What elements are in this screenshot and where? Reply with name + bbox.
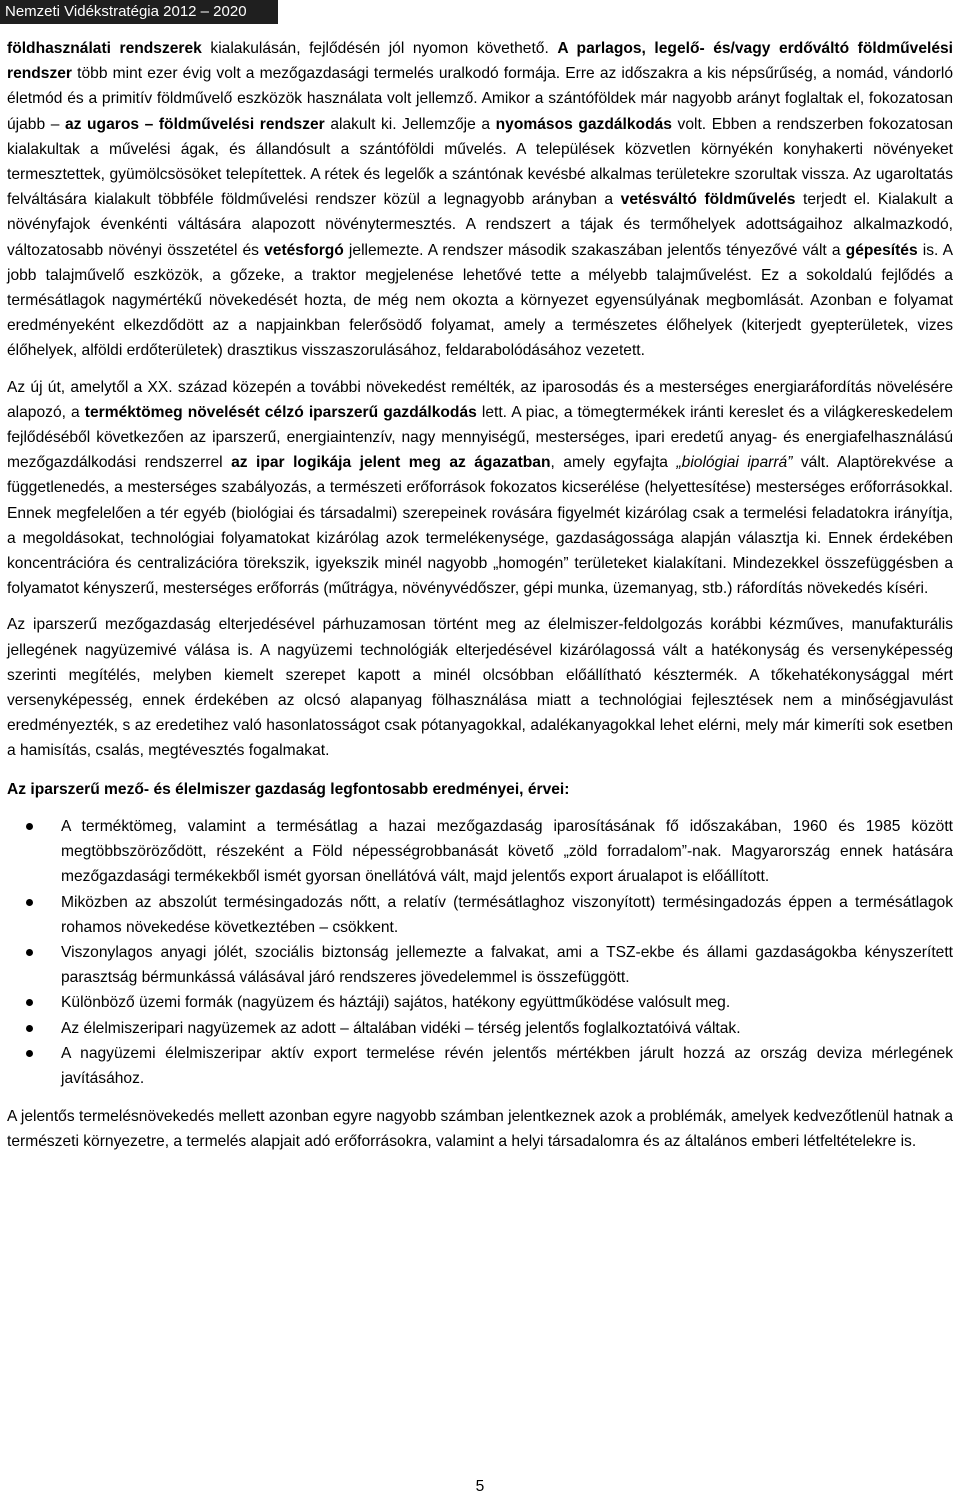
bullet-icon xyxy=(26,999,33,1006)
document-header xyxy=(0,0,278,24)
text-run: lett. A piac, a tömegtermékek iránti kereslet és a világkereskedelem fejlődéséből következően az iparszerű, energiaintenzív, nagy mennyiségű, mesterséges, ipari eredetű anyag- és energiafelhasználású mezőgazdálkodási rendszerrel xyxy=(7,403,954,472)
list-item xyxy=(7,1016,953,1041)
list-item xyxy=(7,814,953,890)
page-content xyxy=(7,36,953,1155)
bold-phrase: földhasználati rendszerek xyxy=(7,40,202,57)
list-item xyxy=(7,1041,953,1091)
bold-phrase: az ugaros – földművelési rendszer xyxy=(64,115,325,133)
bold-phrase: gépesítés xyxy=(845,241,918,259)
text-run: volt. Ebben a rendszerben fokozatosan kialakultak a művelési ágak, és állandósult a szántóföldi művelés. A települések közvetlen környékén konyhakerti növényeket termesztettek, gyümölcsösöket telepítettek. A rétek és legelők a szántónak kevésbé alkalmas területekre szorultak vissza. Az ugaroltatás felváltására kialakult többféle földművelési rendszer közül a legnagyobb arányban a xyxy=(7,115,953,209)
header-title: Nemzeti Vidékstratégia 2012 – 2020 xyxy=(5,3,247,20)
text-run: jellemezte. A rendszer második szakaszában jelentős tényezővé vált a xyxy=(343,241,846,259)
text-run: Az iparszerű mezőgazdaság elterjedésével párhuzamosan történt meg az élelmiszer-feldolgozás korábbi kézműves, manufakturális jellegének nagyüzemivé válása is. A nagyüzemi technológiák elterjedésével kizárólagossá vált a hatékonyság és versenyképesség szerinti megítélés, melyben kiemelt szerepet kapott a minél olcsóbban előállítható késztermék. A tőkehatékonysággal mért versenyképesség, ennek érdekében az olcsó alapanyag fölhasználása miatt a technológiai fejlesztések nem a minőségjavulást eredményezték, s az eredetihez való hasonlatosságot csak pótanyagokkal, adalékanyagokkal lehet elérni, mely már kimeríti sok esetben a hamisítás, csalás, megtévesztés fogalmakat. xyxy=(7,616,953,760)
text-run: vált. Alaptörekvése a függetlenedés, a mesterséges szabályozás, a természeti erőforrások fokozatos kicserélése (helyettesítése) mesterséges erőforrásokkal. Ennek megfelelően a tér egyéb (biológiai és társadalmi) szerepeinek rovására figyelmét kizárólag csak a termelési feladatokra irányítja, a megoldásokat, technológiai folyamatokat kizárólag azok termelékenysége, gazdaságossága alapján választja ki. Ennek érdekében koncentrációra és centralizációra törekszik, igyekszik minél nagyobb „homogén” területeket kialakítani. Mindezekkel összefüggésben a folyamatot kényszerű, mesterséges erőforrás (műtrágya, növényvédőszer, gépi munka, üzemanyag, stb.) ráfordítás növekedés kíséri. xyxy=(7,454,953,598)
text-run: több mint ezer évig volt a mezőgazdasági termelés uralkodó formája. Erre az időszakra a kis népsűrűség, a nomád, vándorló életmód és a primitív földművelő eszközök használata volt jellemző. Amikor a szántóföldek már nagyobb arányt foglaltak el, fokozatosan újabb – xyxy=(7,65,953,133)
italic-phrase: „biológiai iparrá” xyxy=(676,454,793,472)
list-item-text: Miközben az abszolút termésingadozás nőtt, a relatív (termésátlaghoz viszonyított) termésingadozás éppen a termésátlagok rohamos növekedése következtében – csökkent. xyxy=(61,893,953,936)
section-heading: Az iparszerű mező- és élelmiszer gazdaság legfontosabb eredményei, érvei: xyxy=(7,780,570,798)
bold-phrase: vetésforgó xyxy=(264,241,344,259)
list-item-text: A terméktömeg, valamint a termésátlag a hazai mezőgazdaság iparosításának fő időszakában, 1960 és 1985 között megtöbbszöröződött, részeként a Föld népességrobbanását követő „zöld forradalom”-nak. Magyarország ennek hatására mezőgazdasági termékekből ismét gyorsan önellátóvá vált, majd jelentős export árualapot is előállított. xyxy=(61,817,953,886)
list-item-text: A nagyüzemi élelmiszeripar aktív export termelése révén jelentős mértékben járult hozzá az ország deviza mérlegének javításához. xyxy=(61,1044,953,1087)
list-item xyxy=(7,990,953,1015)
text-run: alakult ki. Jellemzője a xyxy=(324,115,496,133)
text-run: terjedt el. Kialakult a növényfajok évenkénti váltására alapozott növénytermesztés. A rendszert a tájak és termőhelyek adottságaihoz alkalmazkodó, változatosabb növényi összetétel és xyxy=(7,191,953,259)
paragraph-1 xyxy=(7,36,953,364)
text-run: , amely egyfajta xyxy=(550,454,677,472)
bold-phrase: terméktömeg növelését célzó iparszerű gazdálkodás xyxy=(84,403,477,421)
list-item-text: Az élelmiszeripari nagyüzemek az adott – általában vidéki – térség jelentős foglalkoztatóivá váltak. xyxy=(61,1019,741,1037)
bold-phrase: az ipar logikája jelent meg az ágazatban xyxy=(231,454,551,472)
bullet-icon xyxy=(26,949,33,956)
bold-phrase: A parlagos, legelő- és/vagy erdőváltó földművelési rendszer xyxy=(7,40,953,83)
bold-phrase: vetésváltó földművelés xyxy=(620,191,796,209)
list-item-text: Viszonylagos anyagi jólét, szociális biztonság jellemezte a falvakat, ami a TSZ-ekbe és állami gazdaságokba kényszerített parasztság bérmunkássá válásával járó rendszeres jövedelemmel is összefüggött. xyxy=(61,943,953,987)
bullet-icon xyxy=(26,899,33,906)
results-list xyxy=(7,814,953,1091)
paragraph-3 xyxy=(7,612,953,763)
bold-phrase: nyomásos gazdálkodás xyxy=(495,115,672,133)
bullet-icon xyxy=(26,1050,33,1057)
page-footer xyxy=(0,1477,960,1497)
text-run: Az új út, amelytől a XX. század közepén a további növekedést remélték, az iparosodás és a mesterséges energiaráfordítás növelésére alapozó, a xyxy=(7,378,953,421)
text-run: is. A jobb talajművelő eszközök, a gőzeke, a traktor megjelenése lehetővé tette a mélyebb talajművelést. Ez a sokoldalú fejlődés a termésátlagok nagymértékű növekedését hozta, de még nem okozta a környezet egyensúlyának megbomlását. Azonban e folyamat eredményeként elkezdődött az a napjainkban felerősödő folyamat, amely a természetes élőhelyek (kiterjedt gyepterületek, vizes élőhelyek, alföldi erdőterületek) drasztikus visszaszorulásához, feldarabolódásához vezetett. xyxy=(7,241,953,360)
list-item-text: Különböző üzemi formák (nagyüzem és háztáji) sajátos, hatékony együttműködése valósult meg. xyxy=(61,994,731,1012)
paragraph-2 xyxy=(7,375,953,602)
text-run: kialakulásán, fejlődésén jól nyomon követhető. xyxy=(201,40,558,57)
bullet-icon xyxy=(26,1025,33,1032)
bullet-icon xyxy=(26,823,33,830)
closing-paragraph: A jelentős termelésnövekedés mellett azonban egyre nagyobb számban jelentkeznek azok a problémák, amelyek kedvezőtlenül hatnak a természeti környezetre, a termelés alapjait adó erőforrásokra, valamint a helyi társadalomra és az általános emberi létfeltételekre is. xyxy=(7,1108,953,1151)
list-item xyxy=(7,940,953,990)
page-number: 5 xyxy=(475,1478,485,1495)
list-item xyxy=(7,890,953,940)
